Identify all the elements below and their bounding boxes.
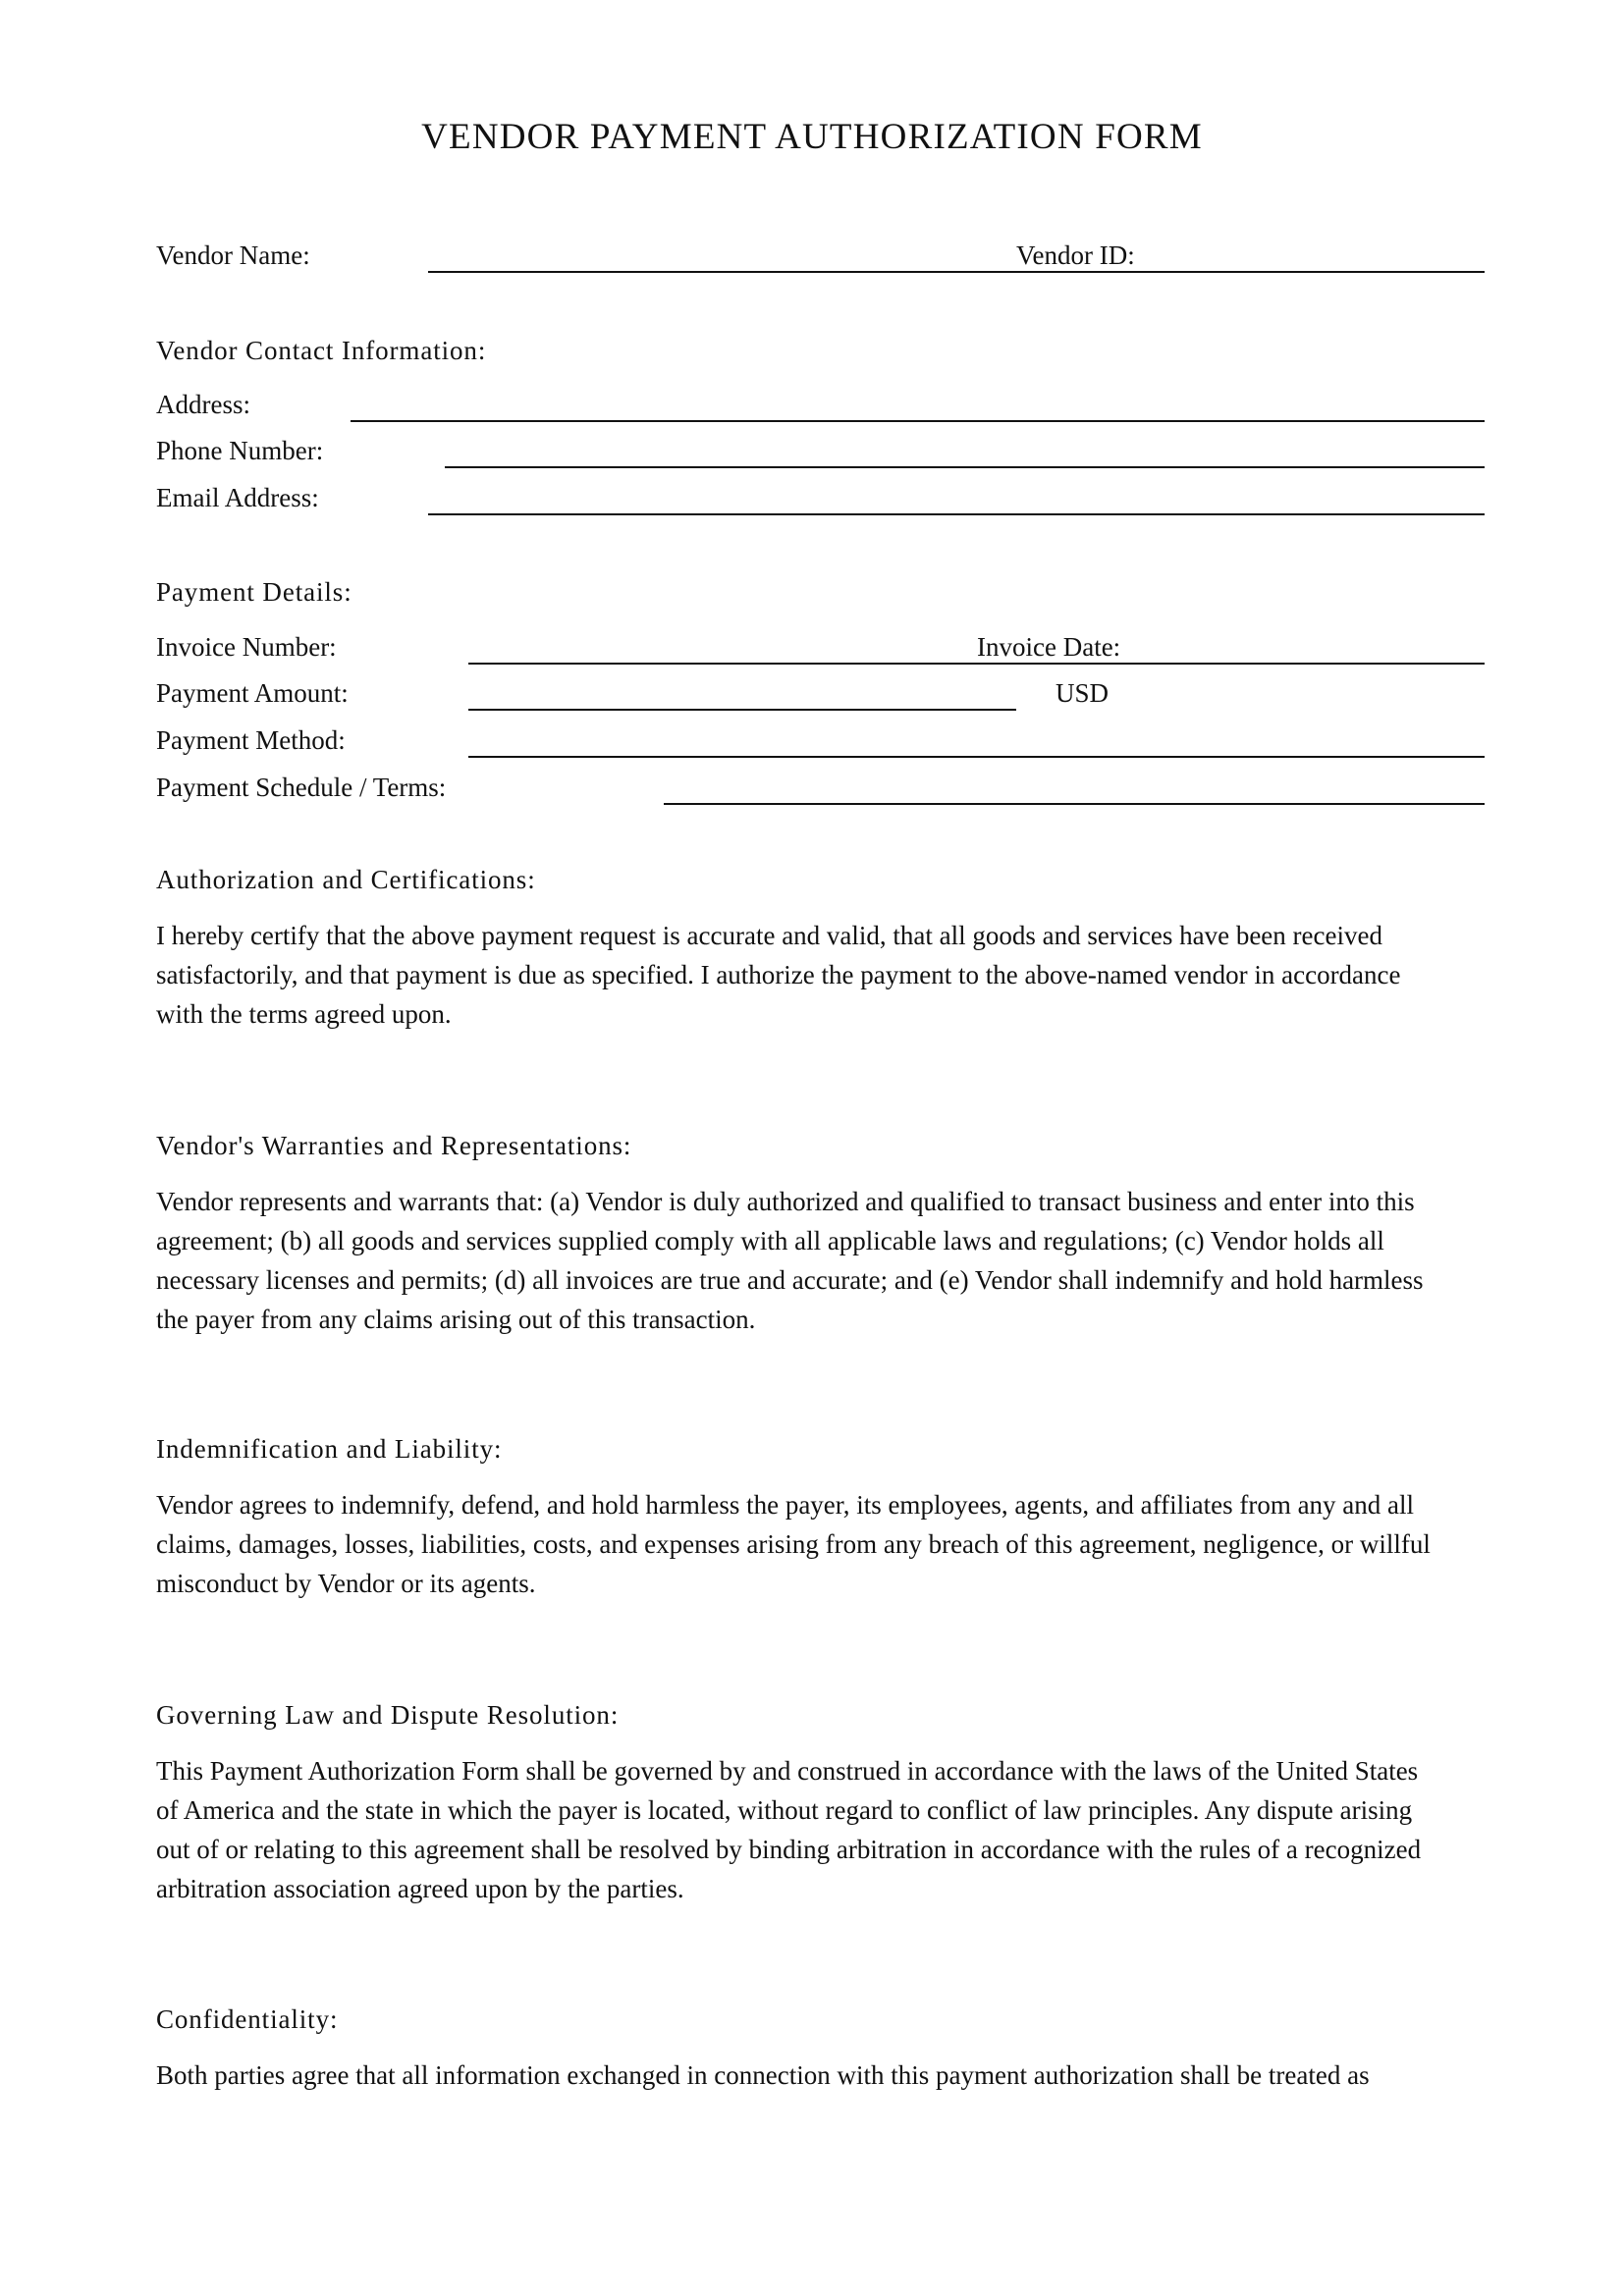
warranties-line: the payer from any claims arising out of this transaction. bbox=[156, 1305, 756, 1334]
phone-number-field[interactable] bbox=[445, 466, 1485, 468]
indemnification-line: Vendor agrees to indemnify, defend, and hold harmless the payer, its employees, agents, and affiliates from any and all bbox=[156, 1490, 1415, 1520]
payment-method-label: Payment Method: bbox=[156, 725, 346, 755]
payment-schedule-label: Payment Schedule / Terms: bbox=[156, 773, 447, 802]
authorization-heading: Authorization and Certifications: bbox=[156, 865, 536, 894]
authorization-line: satisfactorily, and that payment is due as specified. I authorize the payment to the above-named vendor in accordance bbox=[156, 960, 1401, 989]
warranties-text bbox=[156, 1182, 1491, 1339]
indemnification-heading: Indemnification and Liability: bbox=[156, 1434, 503, 1464]
indemnification-line: claims, damages, losses, liabilities, costs, and expenses arising from any breach of this agreement, negligence, or willful bbox=[156, 1529, 1431, 1559]
payment-amount-field[interactable] bbox=[468, 709, 1016, 711]
invoice-date-label: Invoice Date: bbox=[977, 632, 1121, 662]
confidentiality-text bbox=[156, 2056, 1491, 2095]
warranties-line: necessary licenses and permits; (d) all invoices are true and accurate; and (e) Vendor shall indemnify and hold harmless bbox=[156, 1265, 1424, 1295]
currency-label: USD bbox=[1056, 678, 1110, 708]
payment-method-field[interactable] bbox=[468, 756, 1485, 758]
warranties-line: Vendor represents and warrants that: (a) Vendor is duly authorized and qualified to transact business and enter into this bbox=[156, 1187, 1415, 1216]
payment-section-heading: Payment Details: bbox=[156, 577, 352, 607]
email-address-field[interactable] bbox=[428, 513, 1485, 515]
vendor-id-label: Vendor ID: bbox=[1016, 240, 1135, 270]
address-field[interactable] bbox=[351, 420, 1485, 422]
confidentiality-line: Both parties agree that all information exchanged in connection with this payment authorization shall be treated as bbox=[156, 2060, 1370, 2090]
payment-schedule-field[interactable] bbox=[664, 803, 1485, 805]
indemnification-line: misconduct by Vendor or its agents. bbox=[156, 1569, 536, 1598]
address-label: Address: bbox=[156, 390, 250, 419]
form-title: VENDOR PAYMENT AUTHORIZATION FORM bbox=[421, 117, 1203, 157]
phone-number-label: Phone Number: bbox=[156, 436, 324, 465]
authorization-text bbox=[156, 916, 1491, 1034]
warranties-line: agreement; (b) all goods and services supplied comply with all applicable laws and regulations; (c) Vendor holds all bbox=[156, 1226, 1384, 1255]
warranties-heading: Vendor's Warranties and Representations: bbox=[156, 1131, 632, 1160]
governing-law-text bbox=[156, 1751, 1491, 1908]
governing-law-line: arbitration association agreed upon by the parties. bbox=[156, 1874, 684, 1903]
invoice-number-label: Invoice Number: bbox=[156, 632, 337, 662]
invoice-number-field[interactable] bbox=[468, 663, 1485, 665]
email-address-label: Email Address: bbox=[156, 483, 319, 512]
authorization-line: with the terms agreed upon. bbox=[156, 999, 452, 1029]
governing-law-line: This Payment Authorization Form shall be governed by and construed in accordance with the laws of the United States bbox=[156, 1756, 1419, 1786]
payment-amount-label: Payment Amount: bbox=[156, 678, 349, 708]
contact-section-heading: Vendor Contact Information: bbox=[156, 336, 487, 365]
governing-law-line: out of or relating to this agreement shall be resolved by binding arbitration in accordance with the rules of a recognized bbox=[156, 1835, 1422, 1864]
governing-law-heading: Governing Law and Dispute Resolution: bbox=[156, 1700, 620, 1730]
confidentiality-heading: Confidentiality: bbox=[156, 2004, 339, 2034]
vendor-name-label: Vendor Name: bbox=[156, 240, 310, 270]
authorization-line: I hereby certify that the above payment request is accurate and valid, that all goods and services have been received bbox=[156, 921, 1382, 950]
governing-law-line: of America and the state in which the payer is located, without regard to conflict of law principles. Any dispute arising bbox=[156, 1795, 1413, 1825]
indemnification-text bbox=[156, 1485, 1491, 1603]
vendor-name-field[interactable] bbox=[428, 271, 1485, 273]
